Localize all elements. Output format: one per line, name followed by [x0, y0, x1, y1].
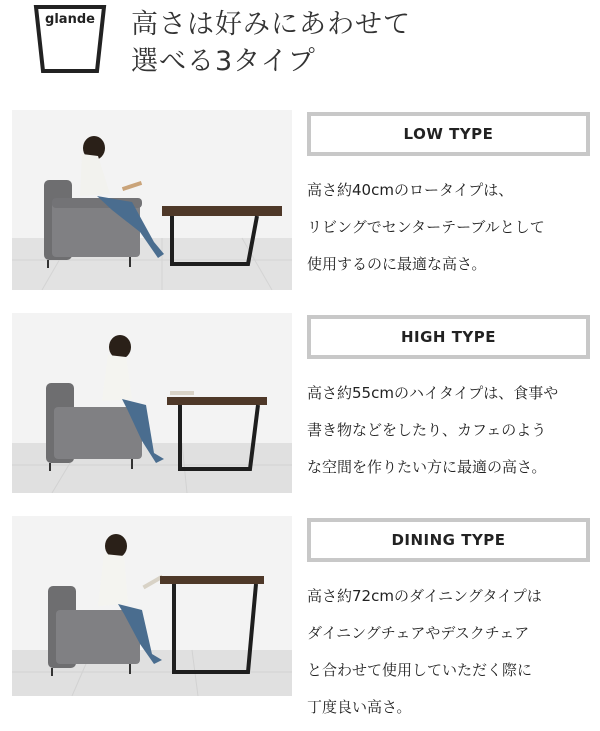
title-line-2: 選べる3タイプ — [131, 46, 316, 77]
section-dining-type — [12, 516, 594, 716]
description-line: 丁度良い高さ。 — [307, 698, 412, 716]
description-line: な空間を作りたい方に最適の高さ。 — [307, 458, 547, 476]
brand-logo — [33, 4, 107, 74]
title-line-1: 高さは好みにあわせて — [131, 9, 411, 40]
type-description — [307, 172, 597, 283]
type-description — [307, 578, 597, 726]
page-title — [131, 6, 411, 80]
section-high-type — [12, 313, 594, 501]
dining-type-photo — [12, 516, 292, 696]
description-line: 使用するのに最適な高さ。 — [307, 255, 487, 273]
description-line: 高さ約55cmのハイタイプは、食事や — [307, 384, 559, 402]
logo-text: glande — [45, 12, 95, 27]
type-label-box — [307, 518, 590, 562]
description-line: 書き物などをしたり、カフェのよう — [307, 421, 547, 439]
low-type-photo — [12, 110, 292, 290]
type-label-box — [307, 315, 590, 359]
high-type-photo — [12, 313, 292, 493]
description-line: 高さ約40cmのロータイプは、 — [307, 181, 514, 199]
description-line: ダイニングチェアやデスクチェア — [307, 624, 530, 642]
type-description — [307, 375, 597, 486]
type-label-box — [307, 112, 590, 156]
type-label: LOW TYPE — [403, 125, 494, 143]
description-line: と合わせて使用していただく際に — [307, 661, 533, 679]
description-line: 高さ約72cmのダイニングタイプは — [307, 587, 542, 605]
type-label: HIGH TYPE — [400, 328, 497, 346]
description-line: リビングでセンターテーブルとして — [307, 218, 545, 236]
type-label: DINING TYPE — [391, 531, 506, 549]
section-low-type — [12, 110, 594, 298]
